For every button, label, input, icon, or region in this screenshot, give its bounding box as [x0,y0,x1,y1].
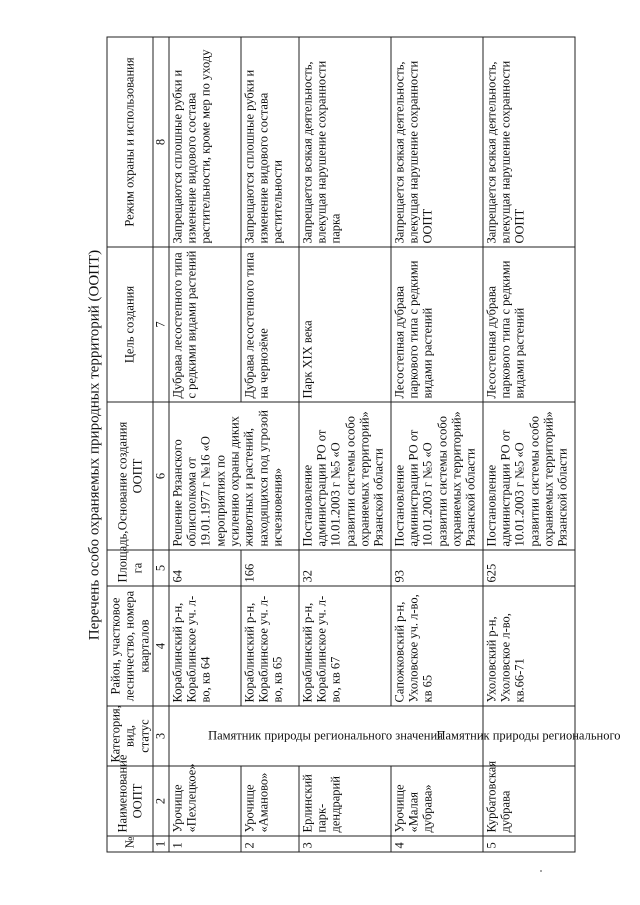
row-goal: Дубрава лесостепного типа с редкими видами растений [169,247,241,402]
row-location: Ухоловский р-н, Ухоловское л-во, кв.66-71 [483,586,575,706]
header-category: Категория, вид, статус [107,706,153,766]
colnum-2: 2 [153,766,168,836]
row-basis: Решение Рязанского облисполкома от 19.01.1977 г №16 «О мероприятиях по усилению охраны диких животных и растений, находящихся под угрозой исчезновения» [169,402,299,550]
row-regime: Запрещаются сплошные рубки и изменение видового состава растительности [241,37,299,247]
rotated-table-container [83,38,621,853]
row-status-text: Памятник природы регионального [436,728,621,743]
header-location: Район, участковое лесничество, номера кварталов [107,586,153,706]
row-area: 625 [483,550,575,586]
row-regime: Запрещается всякая деятельность, влекущая нарушение сохранности ООПТ [483,37,575,247]
row-basis: Постановление администрации РО от 10.01.2003 г №5 «О развитии системы особо охраняемых территорий» Рязанской области [391,402,483,550]
header-goal: Цель создания [107,247,153,402]
row-goal: Дубрава лесостепного типа на чернозёме [241,247,299,402]
row-num: 2 [241,836,299,852]
row-num: 1 [169,836,241,852]
row-regime: Запрещается всякая деятельность, влекущая нарушение сохранности парка [299,37,391,247]
row-num: 5 [483,836,575,852]
colnum-4: 4 [153,586,168,706]
row-goal: Парк XIX века [299,247,391,402]
row-area: 93 [391,550,483,586]
row-goal: Лесостепная дубрава паркового типа с редкими видами растений [391,247,483,402]
header-row [107,37,153,852]
header-basis: Основание создания ООПТ [107,402,153,550]
row-name: Курбатовская дубрава [483,766,575,836]
colnum-6: 6 [153,402,168,550]
header-num: № [107,836,153,852]
colnum-8: 8 [153,37,168,247]
row-location: Кораблинский р-н, Кораблинское уч. л-во, кв 64 [169,586,241,706]
row-basis: Постановление администрации РО от 10.01.2003 г №5 «О развитии системы особо охраняемых территорий» Рязанской области [299,402,391,550]
table-row [169,37,241,852]
header-regime: Режим охраны и использования [107,37,153,247]
scan-speck [540,870,542,872]
row-location: Кораблинский р-н, Кораблинское уч. л-во, кв 65 [241,586,299,706]
row-name: Урочище «Малая дубрава» [391,766,483,836]
colnum-7: 7 [153,247,168,402]
header-name: Наименование ООПТ [107,766,153,836]
row-status-merged [169,706,483,766]
row-goal: Лесостепная дубрава паркового типа с редкими видами растений [483,247,575,402]
colnum-1: 1 [153,836,168,852]
row-regime: Запрещаются сплошные рубки и изменение видового состава растительности, кроме мер по уходу [169,37,241,247]
oopt-table [107,37,621,853]
colnum-3: 3 [153,706,168,766]
row-location: Кораблинский р-н, Кораблинское уч. л-во, кв 67 [299,586,391,706]
table-row [483,37,575,852]
row-regime: Запрещается всякая деятельность, влекущая нарушение сохранности ООПТ [391,37,483,247]
row-status [436,706,621,766]
document-title: Перечень особо охраняемых природных территорий (ООПТ) [86,249,103,641]
row-name: Урочище «Пехлецкое» [169,766,241,836]
colnum-5: 5 [153,550,168,586]
row-location: Сапожковский р-н, Ухоловское уч. л-во, кв 65 [391,586,483,706]
header-area: Площадь, га [107,550,153,586]
row-basis: Постановление администрации РО от 10.01.2003 г №5 «О развитии системы особо охраняемых территорий» Рязанской области [483,402,575,550]
row-area: 64 [169,550,241,586]
row-name: Урочище «Аманово» [241,766,299,836]
row-num: 4 [391,836,483,852]
row-name: Ерлинский парк-дендрарий [299,766,391,836]
row-num: 3 [299,836,391,852]
row-area: 166 [241,550,299,586]
row-status-text: Памятник природы регионального значения [208,728,443,743]
row-area: 32 [299,550,391,586]
column-number-row [153,37,168,852]
